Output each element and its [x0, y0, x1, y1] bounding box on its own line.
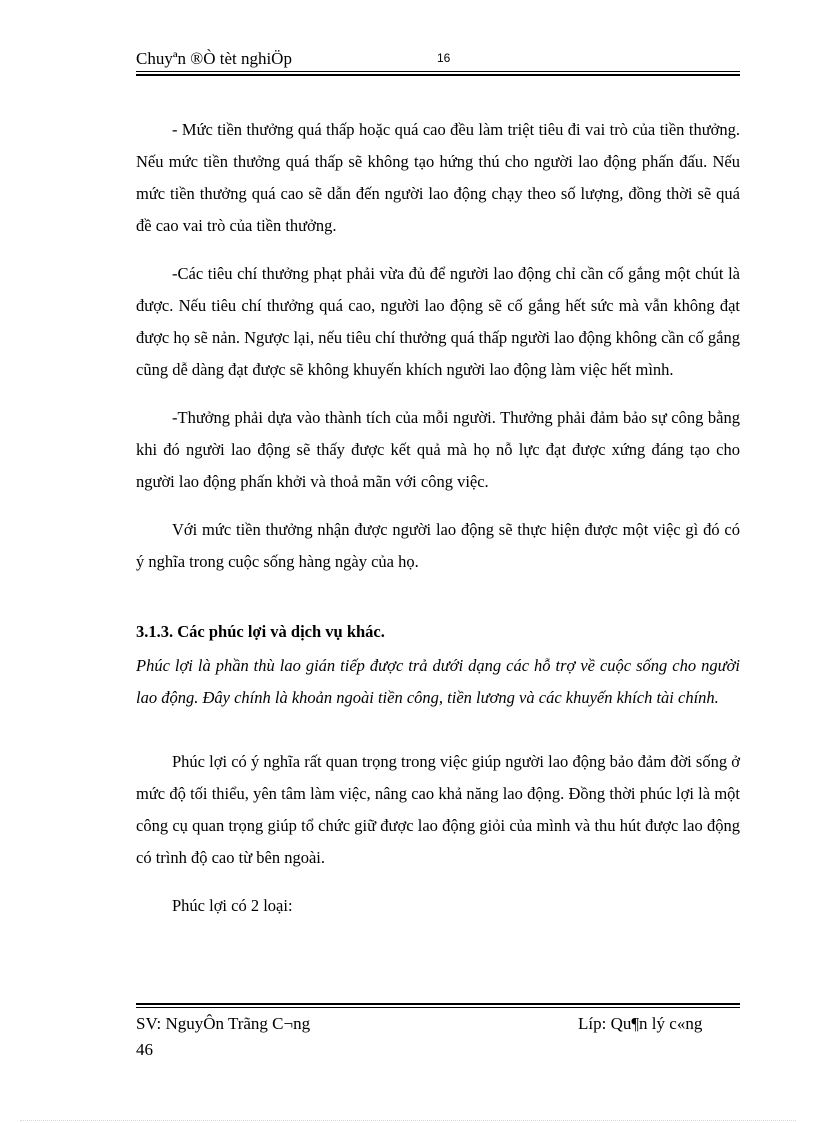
- section-heading: 3.1.3. Các phúc lợi và dịch vụ khác.: [136, 622, 385, 641]
- page-number: 16: [437, 51, 451, 65]
- paragraph-reward-criteria: -Các tiêu chí thưởng phạt phải vừa đủ để người lao động chỉ cần cố gắng một chút là được. Nếu tiêu chí thưởng quá cao, người lao động sẽ cố gắng hết sức mà vẫn không đạt được họ sẽ nản. Ngược lại, nếu tiêu chí thưởng quá thấp người lao động không cần cố gắng cũng dễ dàng đạt được sẽ không khuyến khích người lao động làm việc hết mình.: [136, 264, 740, 379]
- footer-student: SV: NguyÔn Trãng C¬ng: [136, 1014, 311, 1033]
- header-title: Chuyªn ®Ò tèt nghiÖp: [136, 49, 292, 68]
- footer-rule-thin: [136, 1007, 740, 1008]
- paragraph-reward-achievement: -Thưởng phải dựa vào thành tích của mỗi người. Thưởng phải đảm bảo sự công bằng khi đó người lao động sẽ thấy được kết quả mà họ nỗ lực đạt được xứng đáng tạo cho người lao động phấn khởi và thoả mãn với công việc.: [136, 408, 740, 491]
- header-rule-thick: [136, 74, 740, 76]
- footer-rule-thick: [136, 1003, 740, 1005]
- paragraph-reward-meaning: Với mức tiền thưởng nhận được người lao động sẽ thực hiện được một việc gì đó có ý nghĩa trong cuộc sống hàng ngày của họ.: [136, 520, 740, 571]
- header-rule-thin: [136, 71, 740, 72]
- welfare-definition: Phúc lợi là phần thù lao gián tiếp được trả dưới dạng các hỗ trợ về cuộc sống cho người lao động. Đây chính là khoản ngoài tiền công, tiền lương và các khuyến khích tài chính.: [136, 656, 740, 707]
- footer-number: 46: [136, 1040, 153, 1059]
- paragraph-reward-level: - Mức tiền thưởng quá thấp hoặc quá cao đều làm triệt tiêu đi vai trò của tiền thưởng. Nếu mức tiền thưởng quá thấp sẽ không tạo hứng thú cho người lao động phấn đấu. Nếu mức tiền thưởng quá cao sẽ dẫn đến người lao động chạy theo số lượng, đồng thời sẽ quá đề cao vai trò của tiền thưởng.: [136, 120, 740, 235]
- paragraph-welfare-meaning: Phúc lợi có ý nghĩa rất quan trọng trong việc giúp người lao động bảo đảm đời sống ở mức độ tối thiểu, yên tâm làm việc, nâng cao khả năng lao động. Đồng thời phúc lợi là một công cụ quan trọng giúp tổ chức giữ được lao động giỏi của mình và thu hút được lao động có trình độ cao từ bên ngoài.: [136, 752, 740, 867]
- main-text: [136, 114, 740, 578]
- paragraph-welfare-types: Phúc lợi có 2 loại:: [172, 896, 293, 915]
- page-edge-divider: [20, 1120, 796, 1121]
- footer-class: Líp: Qu¶n lý c«ng: [578, 1014, 703, 1033]
- welfare-text: [136, 746, 740, 922]
